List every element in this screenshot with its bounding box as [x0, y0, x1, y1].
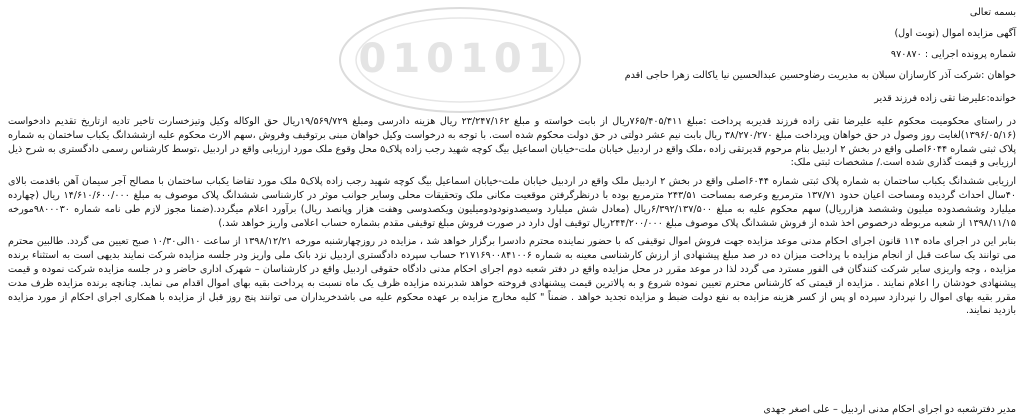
invocation: بسمه تعالی [969, 7, 1016, 18]
creditor-line: خواهان :شرکت آذر کارسازان سبلان به مدیریت رضاوحسین عبدالحسین نیا یاکالت زهرا حاجی اقدم [624, 70, 1016, 81]
case-number: شماره پرونده اجرایی : ۹۷۰۸۷۰ [890, 49, 1016, 60]
judgment-paragraph [8, 115, 1016, 170]
valuation-paragraph: ارزیابی ششدانگ یکباب ساختمان به شماره پلاک ثبتی شماره ۶۰۴۴اصلی واقع در بخش ۲ اردبیل ملک واقع در اردبیل خیابان ملت-خیابان اسماعیل بیگ کوچه شهید رجب زاده پلاک۵ ملک مورد تقاضا یکباب ساختمان با مصالح آجر سیمان آهن باقدمت بالای ۴۰سال احداث گردیده ومساحت اعیان حدود ۱۳۷/۷۱ مترمربع وعرصه بمساحت ۲۴۳/۵۱ مترمربع بوده با درنظرگرفتن موقعیت مکانی ملک وتحقیقات محلی وسایر جوانب موثر در کارشناسی ششدانگ پلاک موصوف به مبلغ ۱۴/۶۱۰/۶۰۰/۰۰۰ ریال (چهارده میلیارد وششصدوده میلیون وششصد هزارریال) سهم محکوم علیه به مبلغ ۶/۳۹۲/۱۳۷/۵۰۰ریال (معادل شش میلیارد وسیصدونودودومیلیون ویکصدوسی وهفت هزار وپانصد ریال) برآورد اعلام میگردد.(ضمنا مجوز لازم طی نامه شماره ۹۸۰۰۰۳۰مورخه ۱۳۹۸/۱۱/۱۵ از شعبه مربوطه درخصوص اخذ شده از فروش ششدانگ پلاک موصوف مبلغ ۲۴۴/۲۰۰/۰۰۰ریال توقیف اول دارد در صورت فروش مبلغ توقیفی مقدم بشماره حساب اعلامی واریز خواهد شد.) [8, 176, 1017, 229]
debtor-line: خوانده:علیرضا تقی زاده فرزند قدیر [874, 93, 1016, 104]
announcement-title: آگهی مزایده اموال (نوبت اول) [894, 28, 1016, 39]
judgment-text: در راستای محکومیت محکوم علیه علیرضا تقی زاده فرزند قدیربه پرداخت :مبلغ ۷۶۵/۴۰۵/۴۱۱ریال از بابت خواسته و مبلغ ۲۳/۲۴۷/۱۶۲ ریال هزینه دادرسی ومبلغ ۱۹/۵۶۹/۷۲۹ریال حق الوکاله وکیل وتیزخسارت تاخیر تادیه ازتاریخ تقدیم دادخواست (۱۳۹۶/۰۵/۱۶)لغایت روز وصول در حق خواهان وپرداخت مبلغ ۳۸/۲۷۰/۲۷۰ ریال بابت نیم عشر دولتی در حق دولت محکوم شده است. با توجه به درخواست وکیل خواهان مبنی برتوقیف وفروش ،سهم الارث محکوم علیه ازششدانگ یکباب ساختمان به شماره پلاک ثبتی شماره ۶۰۴۴اصلی واقع در بخش ۲ اردبیل بنام مرحوم قدیرتقی زاده ،ملک واقع در اردبیل خیابان ملت-خیابان اسماعیل بیگ کوچه شهید رجب زاده پلاک۵ محل وقوع ملک مورد ارزیابی واقع در اردبیل ،توسط کارشناس رسمی دادگستری به شرح ذیل ارزیابی و قیمت گذاری شده است./ [8, 116, 1016, 169]
announcement-document [8, 6, 1016, 416]
office-signature: مدیر دفترشعبه دو اجرای احکام مدنی اردبیل – علی اصغر جهدی [763, 404, 1016, 415]
registry-heading: مشخصات ثبتی ملک: [790, 157, 874, 169]
auction-terms-paragraph: بنابر این در اجرای ماده ۱۱۴ قانون اجرای احکام مدنی موعد مزایده جهت فروش اموال توقیفی که با حضور نماینده محترم دادسرا برگزار خواهد شد ، مزایده در روزچهارشنبه مورخه ۱۳۹۸/۱۲/۲۱ از ساعت ۱۰الی۱۰/۳۰ صبح تعیین می گردد. طالبین محترم می توانند یک ساعت قبل از انجام مزایده با پرداخت میزان ده در صد مبلغ پیشنهادی از ارزش کارشناسی معینه به شماره ۲۱۷۱۶۹۰۰۸۴۱۰۰۶ حساب سپرده دادگستری اردبیل نزد بانک ملی واریز ودر جلسه مزایده شرکت نمایند بدیهی است به استثناء برنده مزایده ، وجه واریزی سایر شرکت کنندگان فی الفور مسترد می گردد لذا در موعد مقرر در محل مزایده واقع در دفتر شعبه دوم اجرای احکام مدنی دادگاه حقوقی اردبیل واقع در کارشناسان – شهرک اداری حاضر و در جلسه مزایده شرکت نموده و قیمت پیشنهادی خودشان را اعلام نمایند . مزایده از قیمتی که کارشناس محترم تعیین نموده شروع و به پالاترین قیمت پیشنهادی فروخته خواهد شدبرنده مزایده ظرف یک ماه نسبت به پرداخت بقیه بهای اموال اقدام می نماید. چنانچه برنده مزایده ظرف مدت مقرر بقیه بهای اموال را نپردازد سپرده او پس از کسر هزینه مزایده به نفع دولت ضبط و مزایده تجدید خواهد . ضمناً " کلیه مخارج مزایده بر عهده محکوم علیه می باشدخریداران می توانند پنج روز قبل از مزایده با همکاری اجرای احکام از مورد مزایده بازدید نمایند. [8, 236, 1016, 317]
watermark-text: 010101 [358, 36, 562, 82]
